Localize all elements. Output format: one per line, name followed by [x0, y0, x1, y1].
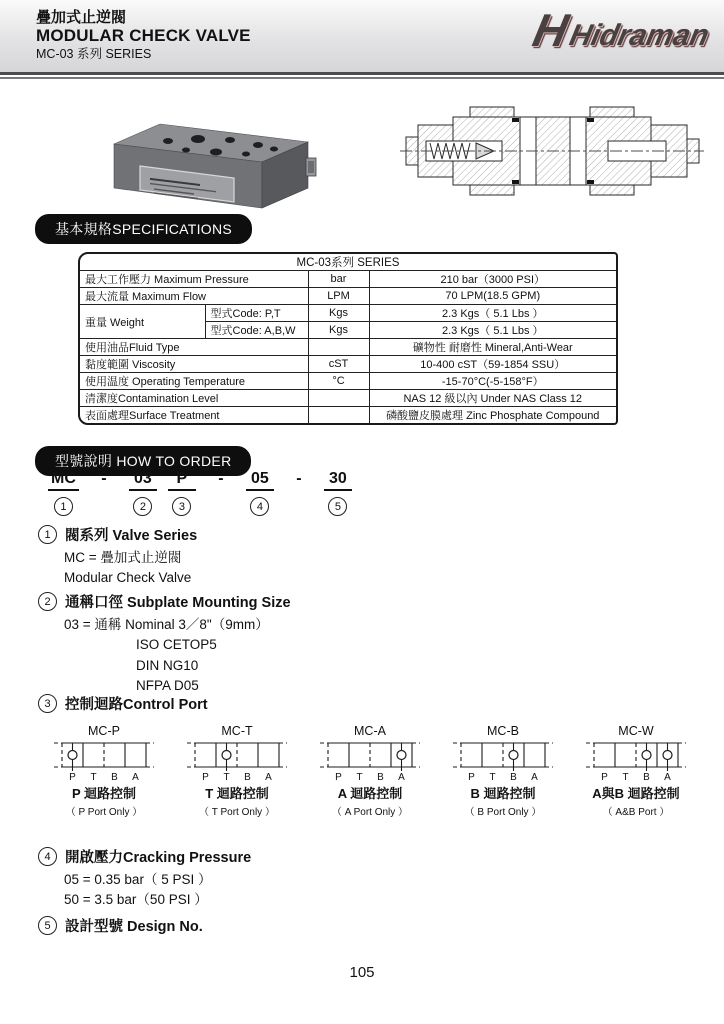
svg-text:P: P	[202, 772, 209, 782]
circled-number-3: 3	[38, 694, 57, 713]
title-chinese: 疊加式止逆閥	[36, 9, 127, 26]
order-section-mounting-size	[38, 591, 698, 696]
svg-text:T: T	[489, 772, 496, 782]
spec-cell: 重量 Weight	[80, 305, 205, 339]
port-diagram-MC-A	[318, 724, 422, 818]
spec-cell: Kgs	[308, 305, 369, 322]
series-label: MC-03 系列 SERIES	[36, 46, 152, 61]
section-line: 03 = 通稱 Nominal 3／8"（9mm）	[64, 617, 269, 632]
svg-text:B: B	[244, 772, 251, 782]
spec-cell: 黏度範圍 Viscosity	[80, 356, 308, 373]
port-model-label: MC-T	[221, 724, 253, 738]
order-section-valve-series	[38, 524, 698, 589]
hidraman-logo	[529, 4, 712, 56]
section-line: DIN NG10	[136, 657, 199, 673]
section-title: 設計型號 Design No.	[65, 919, 203, 935]
side-plug	[306, 158, 316, 176]
spec-cell: 2.3 Kgs（ 5.1 Lbs ）	[369, 305, 616, 322]
svg-text:A: A	[132, 772, 139, 782]
section-title: 開啟壓力Cracking Pressure	[65, 850, 252, 866]
how-to-order-section-label: 型號說明 HOW TO ORDER	[35, 446, 251, 476]
logo-h-mark: H	[529, 4, 574, 56]
port-diagram-MC-B	[451, 724, 555, 818]
svg-text:A: A	[531, 772, 538, 782]
code-dash: -	[218, 470, 224, 487]
port-caption-en: （ P Port Only ）	[65, 807, 143, 818]
spec-table-title: MC-03系列 SERIES	[80, 254, 616, 271]
model-code-row	[48, 470, 352, 516]
section-line: 05 = 0.35 bar（ 5 PSI ）	[64, 872, 212, 887]
svg-text:P: P	[69, 772, 76, 782]
control-port-diagrams	[52, 724, 688, 818]
port-caption-en: （ A&B Port ）	[602, 807, 670, 818]
port-diagram-MC-W	[584, 724, 688, 818]
svg-text:T: T	[90, 772, 97, 782]
code-dash: -	[101, 470, 107, 487]
spec-row	[80, 339, 616, 356]
port-caption: B 迴路控制	[470, 786, 536, 801]
section-line: ISO CETOP5	[136, 637, 217, 653]
svg-text:A: A	[398, 772, 405, 782]
svg-text:B: B	[377, 772, 384, 782]
product-photo	[102, 98, 322, 213]
port-symbol	[584, 740, 688, 782]
port-symbol	[185, 740, 289, 782]
title-english: MODULAR CHECK VALVE	[36, 26, 251, 46]
port-caption-en: （ T Port Only ）	[199, 807, 275, 818]
spec-row	[80, 390, 616, 407]
svg-text:A: A	[664, 772, 671, 782]
section-line: NFPA D05	[136, 677, 199, 693]
spec-cell	[308, 407, 369, 424]
header-title-block	[36, 9, 251, 61]
section-title: 通稱口徑 Subplate Mounting Size	[65, 595, 291, 611]
spec-cell: 清潔度Contamination Level	[80, 390, 308, 407]
spec-header-row	[80, 254, 616, 271]
spec-cell: 210 bar（3000 PSI）	[369, 271, 616, 288]
cross-section-drawing	[398, 95, 706, 207]
svg-text:T: T	[356, 772, 363, 782]
svg-text:T: T	[622, 772, 629, 782]
spec-cell: 70 LPM(18.5 GPM)	[369, 288, 616, 305]
spec-cell: 礦物性 耐磨性 Mineral,Anti-Wear	[369, 339, 616, 356]
spec-cell	[308, 339, 369, 356]
spec-table-body	[80, 254, 616, 423]
svg-text:B: B	[643, 772, 650, 782]
section-line: MC = 疊加式止逆閥	[64, 550, 182, 565]
code-segment-P: P 3	[168, 470, 196, 516]
port-caption: P 迴路控制	[71, 786, 137, 801]
section-line: Modular Check Valve	[64, 570, 192, 586]
circled-number-2: 2	[38, 592, 57, 611]
spec-cell: 最大工作壓力 Maximum Pressure	[80, 271, 308, 288]
spec-row	[80, 356, 616, 373]
page-number: 105	[349, 964, 375, 981]
port-diagram-MC-T	[185, 724, 289, 818]
spec-row	[80, 288, 616, 305]
header-divider	[0, 72, 724, 79]
order-section-control-port	[38, 693, 698, 818]
spec-cell: 磷酸鹽皮膜處理 Zinc Phosphate Compound	[369, 407, 616, 424]
circled-number-5: 5	[38, 916, 57, 935]
port-model-label: MC-A	[354, 724, 386, 738]
port-symbol	[451, 740, 555, 782]
port-symbol	[318, 740, 422, 782]
code-segment-05: 05 4	[246, 470, 274, 516]
port-caption-en: （ A Port Only ）	[331, 807, 409, 818]
svg-text:P: P	[335, 772, 342, 782]
spec-cell: 2.3 Kgs（ 5.1 Lbs ）	[369, 322, 616, 339]
spec-cell: 型式Code: P,T	[205, 305, 308, 322]
spec-cell: -15-70°C(-5-158°F）	[369, 373, 616, 390]
spec-cell: Kgs	[308, 322, 369, 339]
circled-number-1: 1	[38, 525, 57, 544]
section-line: 50 = 3.5 bar（50 PSI ）	[64, 892, 208, 908]
code-segment-MC: MC 1	[48, 470, 79, 516]
circled-number-4: 4	[38, 847, 57, 866]
port-model-label: MC-W	[618, 724, 654, 738]
logo-wordmark: Hidraman	[566, 19, 712, 53]
spec-row	[80, 305, 616, 322]
order-section-design-no	[38, 915, 698, 936]
page-header	[0, 0, 724, 72]
spec-cell: cST	[308, 356, 369, 373]
svg-text:T: T	[223, 772, 230, 782]
spec-cell: 使用油品Fluid Type	[80, 339, 308, 356]
code-segment-03: 03 2	[129, 470, 157, 516]
spec-cell: 型式Code: A,B,W	[205, 322, 308, 339]
port-caption-en: （ B Port Only ）	[464, 807, 542, 818]
specifications-section-label: 基本規格SPECIFICATIONS	[35, 214, 252, 244]
code-dash: -	[296, 470, 302, 487]
spec-cell: bar	[308, 271, 369, 288]
svg-text:B: B	[510, 772, 517, 782]
spec-cell: 最大流量 Maximum Flow	[80, 288, 308, 305]
spec-cell: NAS 12 級以內 Under NAS Class 12	[369, 390, 616, 407]
specifications-table	[78, 252, 618, 425]
svg-text:P: P	[601, 772, 608, 782]
svg-text:B: B	[111, 772, 118, 782]
spec-cell: °C	[308, 373, 369, 390]
port-caption: T 迴路控制	[205, 786, 269, 801]
port-diagram-MC-P	[52, 724, 156, 818]
port-caption: A 迴路控制	[337, 786, 403, 801]
spec-cell	[308, 390, 369, 407]
spec-cell: 表面處理Surface Treatment	[80, 407, 308, 424]
spec-row	[80, 407, 616, 424]
section-title: 控制迴路Control Port	[65, 697, 208, 713]
port-symbol	[52, 740, 156, 782]
spec-cell: 使用温度 Operating Temperature	[80, 373, 308, 390]
svg-text:P: P	[468, 772, 475, 782]
spec-row	[80, 271, 616, 288]
spec-row	[80, 373, 616, 390]
port-model-label: MC-B	[487, 724, 519, 738]
order-section-cracking-pressure	[38, 846, 698, 911]
svg-text:A: A	[265, 772, 272, 782]
code-segment-30: 30 5	[324, 470, 352, 516]
spec-cell: LPM	[308, 288, 369, 305]
spec-cell: 10-400 cST（59-1854 SSU）	[369, 356, 616, 373]
section-title: 閥系列 Valve Series	[65, 528, 198, 544]
port-model-label: MC-P	[88, 724, 120, 738]
port-caption: A與B 迴路控制	[592, 786, 680, 801]
